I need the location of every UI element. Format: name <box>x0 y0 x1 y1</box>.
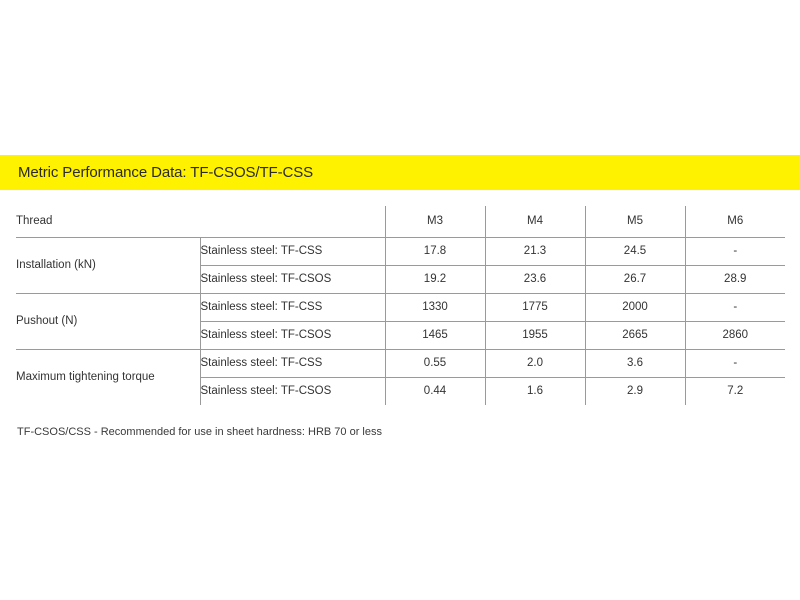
value-cell: 23.6 <box>485 265 585 293</box>
value-cell: - <box>685 293 785 321</box>
table-row <box>16 237 785 265</box>
value-cell: - <box>685 237 785 265</box>
value-cell: 0.55 <box>385 349 485 377</box>
value-cell: 2860 <box>685 321 785 349</box>
header-size-m4: M4 <box>485 206 585 237</box>
value-cell: 19.2 <box>385 265 485 293</box>
footnote: TF-CSOS/CSS - Recommended for use in sheet hardness: HRB 70 or less <box>17 426 382 438</box>
material-label: Stainless steel: TF-CSOS <box>200 265 385 293</box>
performance-table <box>16 206 785 405</box>
title-banner <box>0 155 800 190</box>
material-label: Stainless steel: TF-CSS <box>200 293 385 321</box>
header-size-m6: M6 <box>685 206 785 237</box>
value-cell: 28.9 <box>685 265 785 293</box>
value-cell: 17.8 <box>385 237 485 265</box>
value-cell: - <box>685 349 785 377</box>
header-size-m5: M5 <box>585 206 685 237</box>
header-size-m3: M3 <box>385 206 485 237</box>
value-cell: 1955 <box>485 321 585 349</box>
value-cell: 3.6 <box>585 349 685 377</box>
material-label: Stainless steel: TF-CSOS <box>200 377 385 405</box>
material-label: Stainless steel: TF-CSOS <box>200 321 385 349</box>
header-thread-label: Thread <box>16 206 385 237</box>
group-label-installation: Installation (kN) <box>16 237 200 293</box>
value-cell: 7.2 <box>685 377 785 405</box>
value-cell: 26.7 <box>585 265 685 293</box>
table-header-row <box>16 206 785 237</box>
table-row <box>16 349 785 377</box>
material-label: Stainless steel: TF-CSS <box>200 349 385 377</box>
value-cell: 1.6 <box>485 377 585 405</box>
page-title: Metric Performance Data: TF-CSOS/TF-CSS <box>18 164 314 181</box>
value-cell: 2.0 <box>485 349 585 377</box>
value-cell: 21.3 <box>485 237 585 265</box>
value-cell: 2665 <box>585 321 685 349</box>
value-cell: 2000 <box>585 293 685 321</box>
value-cell: 0.44 <box>385 377 485 405</box>
value-cell: 1465 <box>385 321 485 349</box>
value-cell: 24.5 <box>585 237 685 265</box>
group-label-pushout: Pushout (N) <box>16 293 200 349</box>
value-cell: 1330 <box>385 293 485 321</box>
value-cell: 2.9 <box>585 377 685 405</box>
value-cell: 1775 <box>485 293 585 321</box>
table-row <box>16 293 785 321</box>
group-label-torque: Maximum tightening torque <box>16 371 155 384</box>
material-label: Stainless steel: TF-CSS <box>200 237 385 265</box>
